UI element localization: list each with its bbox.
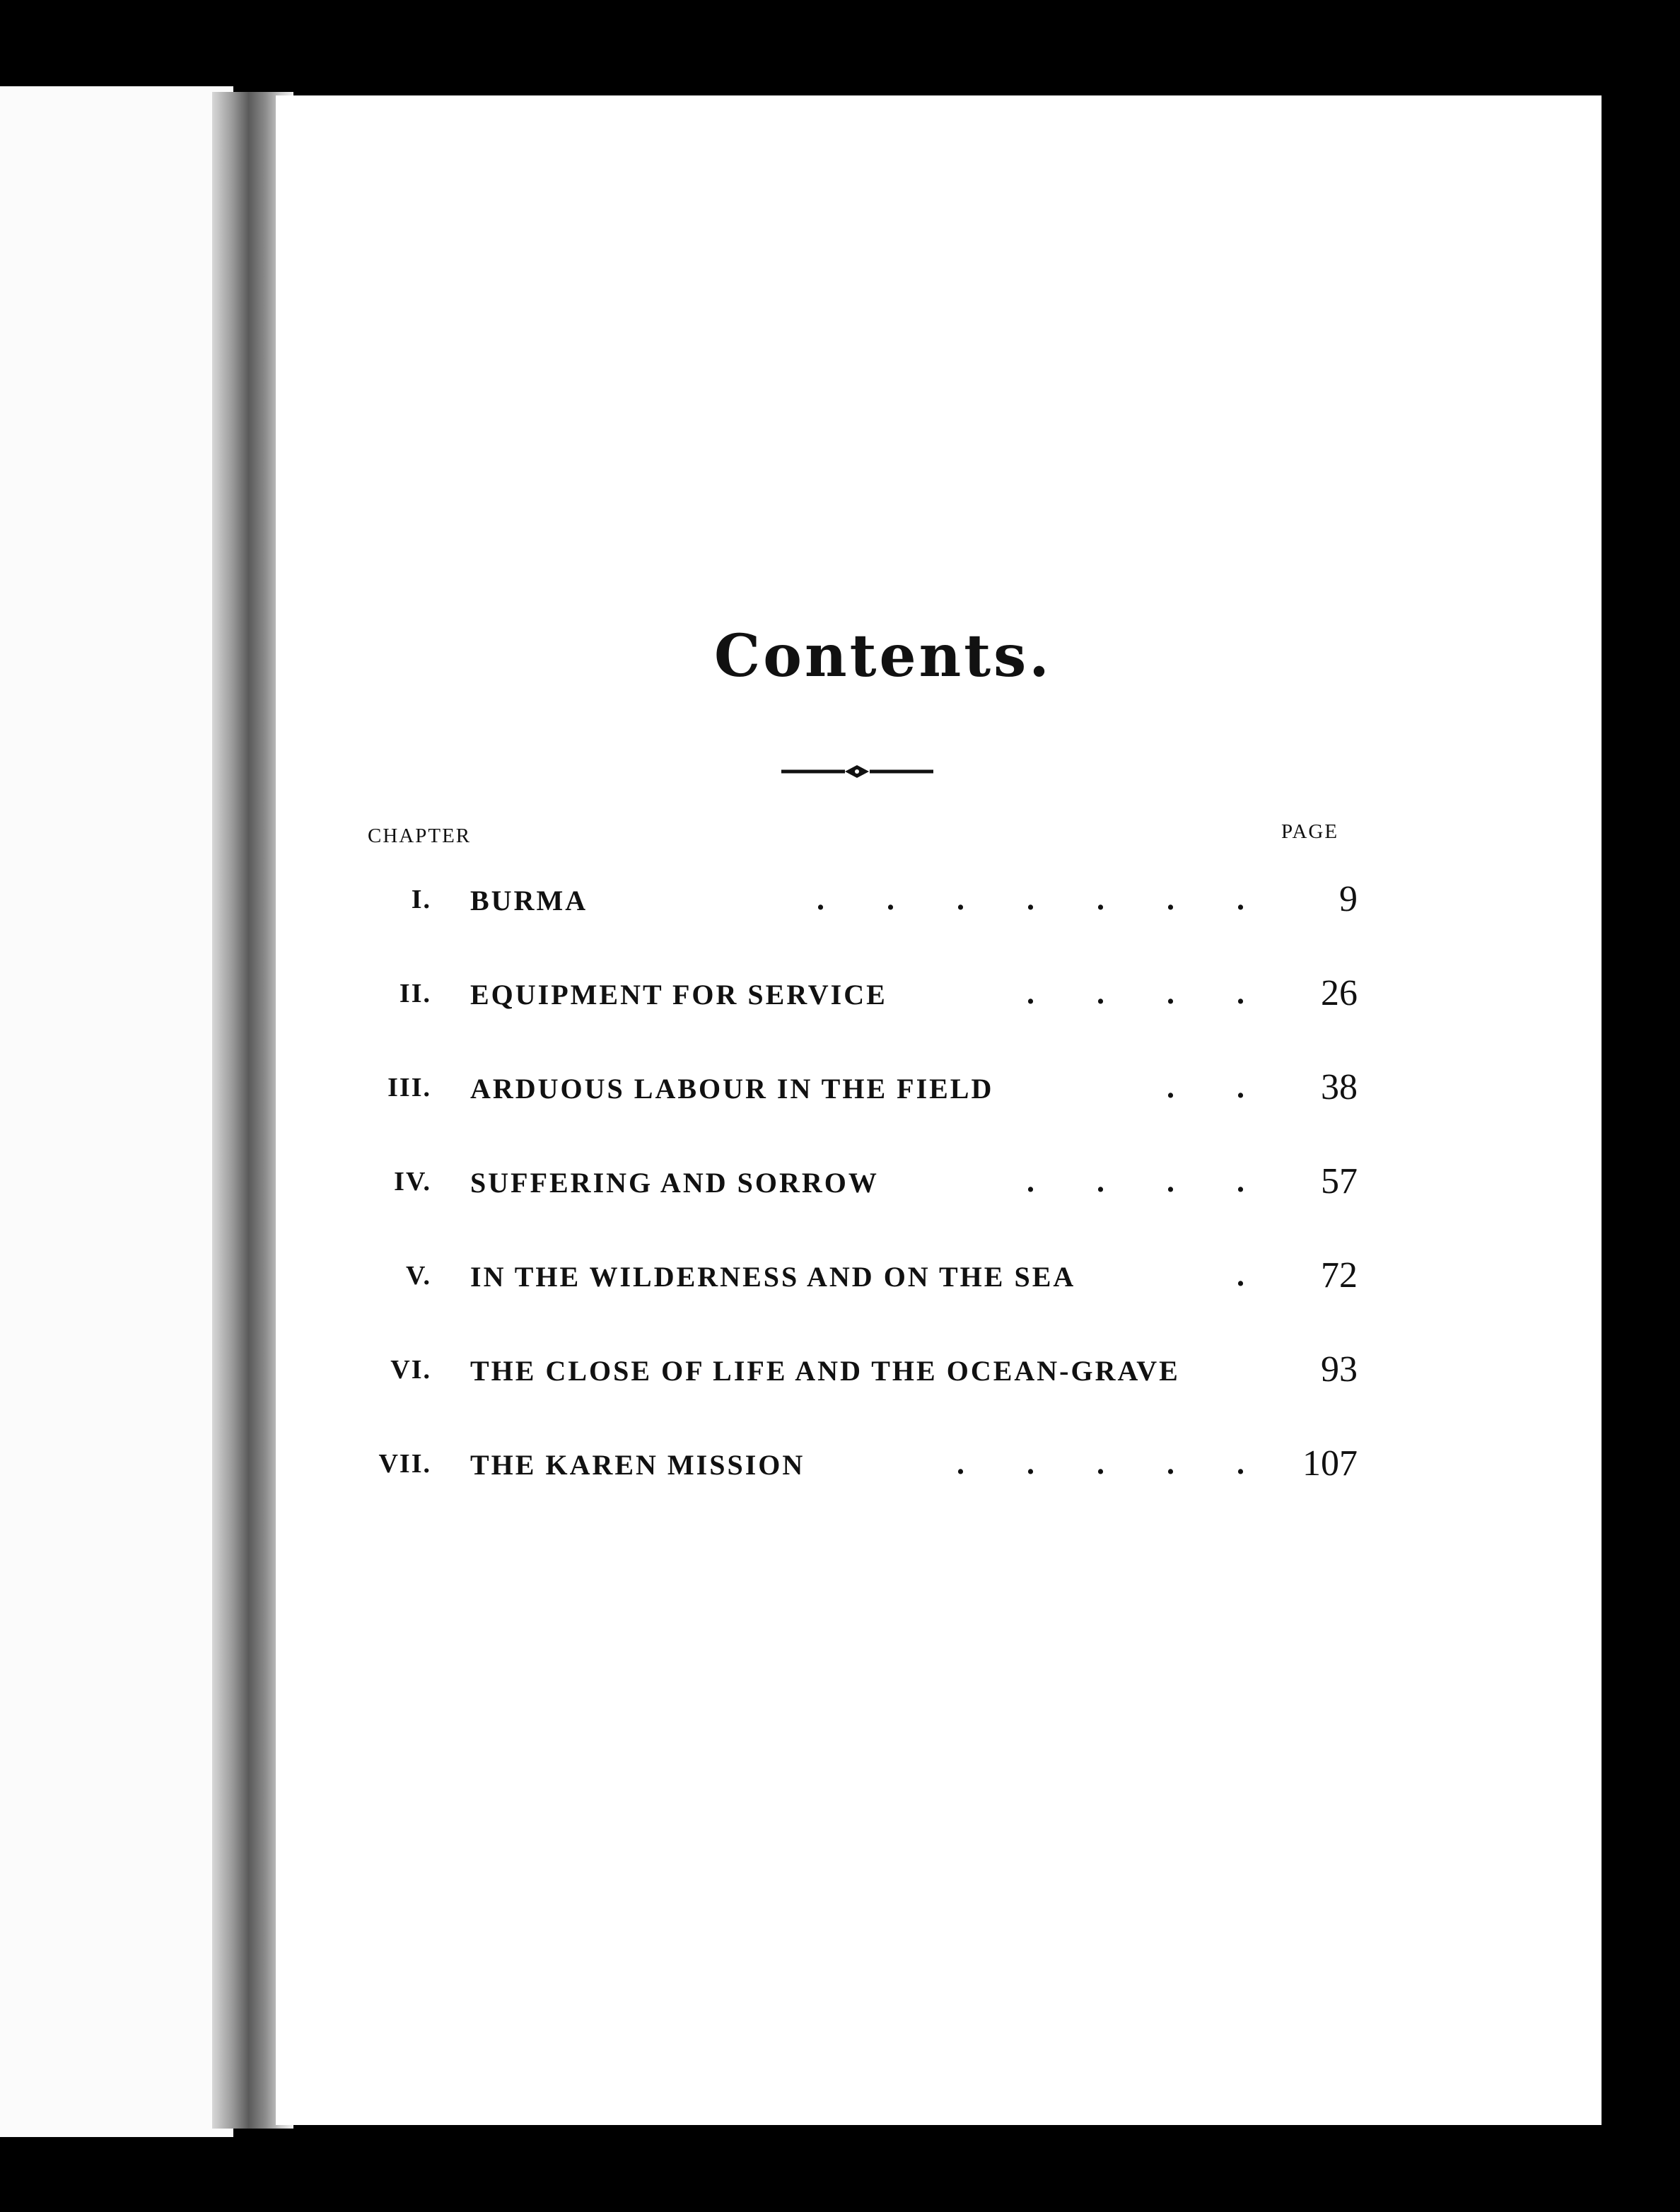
chapter-number: VII. xyxy=(378,1449,431,1479)
page-number: 9 xyxy=(1339,879,1358,919)
page-number: 93 xyxy=(1321,1349,1358,1390)
toc-row xyxy=(361,879,1358,978)
left-page xyxy=(0,86,233,2137)
page-number: 107 xyxy=(1302,1443,1358,1484)
chapter-title: ARDUOUS LABOUR IN THE FIELD xyxy=(470,1073,994,1105)
toc-row xyxy=(361,1443,1358,1542)
chapter-title: EQUIPMENT FOR SERVICE xyxy=(470,979,887,1011)
leader-dots: . . xyxy=(1167,1070,1244,1105)
toc-row xyxy=(361,1161,1358,1260)
ornament-divider-icon xyxy=(778,761,937,782)
chapter-number: I. xyxy=(411,885,431,914)
leader-dots: . . . . . xyxy=(957,1446,1244,1481)
leader-dots: . xyxy=(1237,1258,1244,1293)
toc-row xyxy=(361,1349,1358,1448)
chapter-title: SUFFERING AND SORROW xyxy=(470,1167,879,1199)
chapter-title: IN THE WILDERNESS AND ON THE SEA xyxy=(470,1261,1076,1293)
chapter-column-header: CHAPTER xyxy=(368,825,472,847)
chapter-title: THE CLOSE OF LIFE AND THE OCEAN-GRAVE xyxy=(470,1355,1180,1387)
chapter-number: III. xyxy=(387,1073,431,1102)
toc-row xyxy=(361,1067,1358,1166)
chapter-number: V. xyxy=(405,1261,431,1291)
page-number: 72 xyxy=(1321,1255,1358,1296)
toc-row xyxy=(361,1255,1358,1354)
page-title: Contents. xyxy=(714,622,1052,690)
table-of-contents xyxy=(361,879,1358,1542)
leader-dots: . . . . xyxy=(1027,976,1244,1011)
chapter-number: IV. xyxy=(394,1167,431,1197)
chapter-title: THE KAREN MISSION xyxy=(470,1449,805,1481)
chapter-title: BURMA xyxy=(470,885,588,916)
toc-row xyxy=(361,973,1358,1072)
leader-dots: . . . . xyxy=(1027,1164,1244,1199)
page-number: 57 xyxy=(1321,1161,1358,1201)
page-number: 26 xyxy=(1321,973,1358,1013)
page-number: 38 xyxy=(1321,1067,1358,1107)
leader-dots: . . . . . . . xyxy=(817,882,1244,916)
chapter-number: II. xyxy=(399,979,431,1008)
page-column-header: PAGE xyxy=(1281,820,1339,843)
chapter-number: VI. xyxy=(390,1355,431,1385)
